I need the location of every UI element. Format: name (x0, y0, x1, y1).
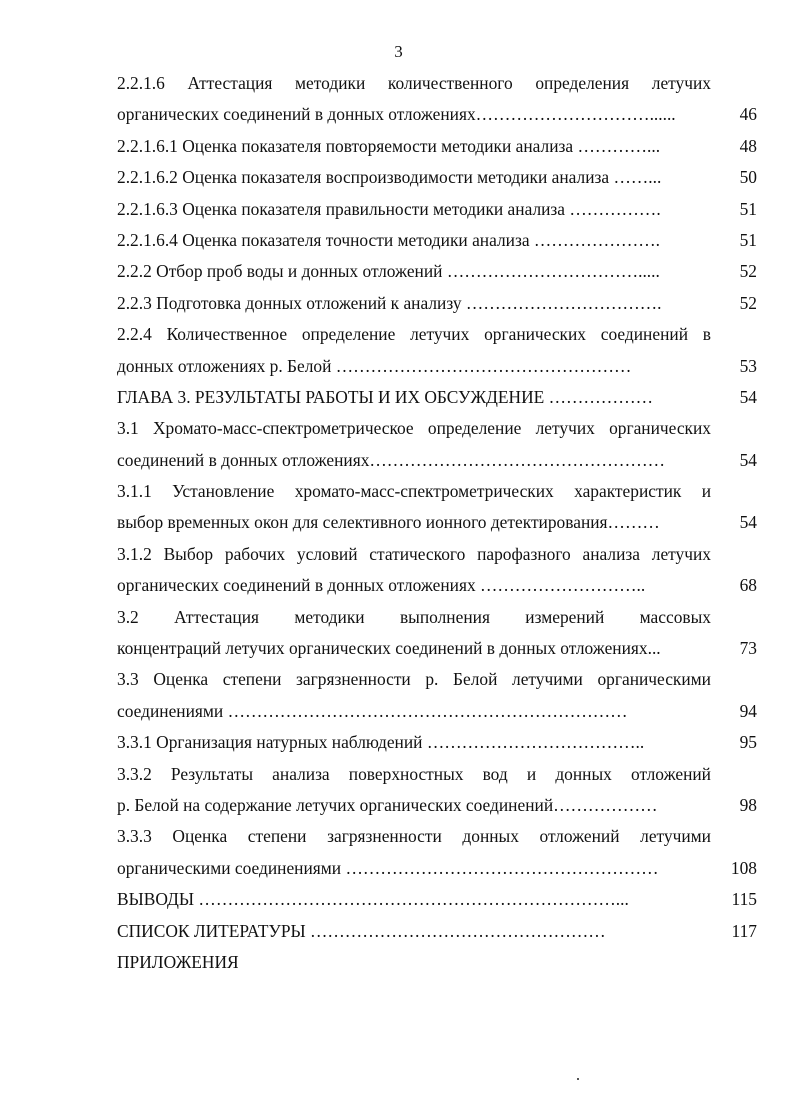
table-of-contents (117, 68, 757, 978)
toc-page-number: 108 (730, 857, 757, 878)
toc-line: 3.3.1 Организация натурных наблюдений ……………………………….. (117, 732, 645, 753)
toc-line: 3.1 Хромато-масс-спектрометрическое определение летучих органических (117, 418, 711, 439)
toc-line: СПИСОК ЛИТЕРАТУРЫ …………………………………………… (117, 920, 606, 941)
toc-entry (117, 256, 757, 287)
toc-line: 2.2.1.6.1 Оценка показателя повторяемости методики анализа …………... (117, 135, 661, 156)
toc-line: 3.2 Аттестация методики выполнения измерений массовых (117, 606, 711, 627)
toc-page-number: 95 (739, 732, 757, 753)
toc-page-number: 46 (739, 104, 757, 125)
toc-page-number: 52 (739, 261, 757, 282)
toc-page-number: 117 (731, 920, 757, 941)
toc-page-number: 68 (739, 575, 757, 596)
toc-line: концентраций летучих органических соединений в донных отложениях... (117, 638, 661, 659)
toc-line: 2.2.1.6.2 Оценка показателя воспроизводимости методики анализа ……... (117, 167, 662, 188)
toc-line: 2.2.2 Отбор проб воды и донных отложений ……………………………..... (117, 261, 660, 282)
toc-line: 3.3 Оценка степени загрязненности р. Белой летучими органическими (117, 669, 711, 690)
toc-page-number: 54 (739, 386, 757, 407)
toc-entry (117, 947, 757, 978)
toc-line: ГЛАВА 3. РЕЗУЛЬТАТЫ РАБОТЫ И ИХ ОБСУЖДЕНИЕ ……………… (117, 386, 653, 407)
toc-line: 3.3.3 Оценка степени загрязненности донных отложений летучими (117, 826, 711, 847)
toc-page-number: 53 (739, 355, 757, 376)
toc-line: р. Белой на содержание летучих органических соединений……………… (117, 794, 658, 815)
toc-line: органических соединений в донных отложениях…………………………...... (117, 104, 676, 125)
toc-line: 3.3.2 Результаты анализа поверхностных вод и донных отложений (117, 763, 711, 784)
toc-page-number: 51 (739, 198, 757, 219)
toc-page-number: 54 (739, 449, 757, 470)
toc-page-number: 98 (739, 794, 757, 815)
toc-line: 3.1.2 Выбор рабочих условий статического парофазного анализа летучих (117, 543, 711, 564)
toc-line: 3.1.1 Установление хромато-масс-спектрометрических характеристик и (117, 481, 711, 502)
toc-line: 2.2.3 Подготовка донных отложений к анализу ……………………………. (117, 292, 662, 313)
toc-page-number: 115 (731, 889, 757, 910)
toc-entry (117, 288, 757, 319)
toc-entry (117, 225, 757, 256)
toc-line: соединений в донных отложениях…………………………………………… (117, 449, 666, 470)
toc-line: 2.2.1.6 Аттестация методики количественного определения летучих (117, 73, 711, 93)
toc-line: 2.2.4 Количественное определение летучих органических соединений в (117, 324, 711, 345)
toc-line: соединениями …………………………………………………………… (117, 700, 628, 721)
toc-entry (117, 319, 757, 382)
toc-line: 2.2.1.6.3 Оценка показателя правильности методики анализа ……………. (117, 198, 661, 219)
toc-page-number: 52 (739, 292, 757, 313)
toc-line: органическими соединениями ……………………………………………… (117, 857, 659, 878)
toc-page-number: 48 (739, 135, 757, 156)
toc-page-number: 73 (739, 638, 757, 659)
toc-page-number: 51 (739, 229, 757, 250)
toc-line: выбор временных окон для селективного ионного детектирования……… (117, 512, 660, 533)
toc-line: органических соединений в донных отложениях ……………………….. (117, 575, 646, 596)
toc-entry (117, 884, 757, 915)
toc-entry (117, 916, 757, 947)
page-number: 3 (394, 42, 403, 61)
toc-entry (117, 821, 757, 884)
toc-entry (117, 162, 757, 193)
toc-page-number: 50 (739, 167, 757, 188)
toc-entry (117, 194, 757, 225)
toc-line: 2.2.1.6.4 Оценка показателя точности методики анализа …………………. (117, 229, 660, 250)
toc-page-number: 94 (739, 700, 757, 721)
toc-entry (117, 131, 757, 162)
toc-entry (117, 539, 757, 602)
toc-entry (117, 759, 757, 822)
toc-line: донных отложениях р. Белой …………………………………………… (117, 355, 632, 376)
scan-speck (577, 1078, 579, 1080)
toc-entry (117, 68, 757, 131)
toc-entry (117, 602, 757, 665)
toc-entry (117, 727, 757, 758)
toc-entry (117, 413, 757, 476)
toc-line: ПРИЛОЖЕНИЯ (117, 951, 239, 972)
toc-entry (117, 476, 757, 539)
toc-entry (117, 382, 757, 413)
toc-entry (117, 664, 757, 727)
toc-page-number: 54 (739, 512, 757, 533)
toc-line: ВЫВОДЫ ………………………………………………………………... (117, 889, 629, 910)
